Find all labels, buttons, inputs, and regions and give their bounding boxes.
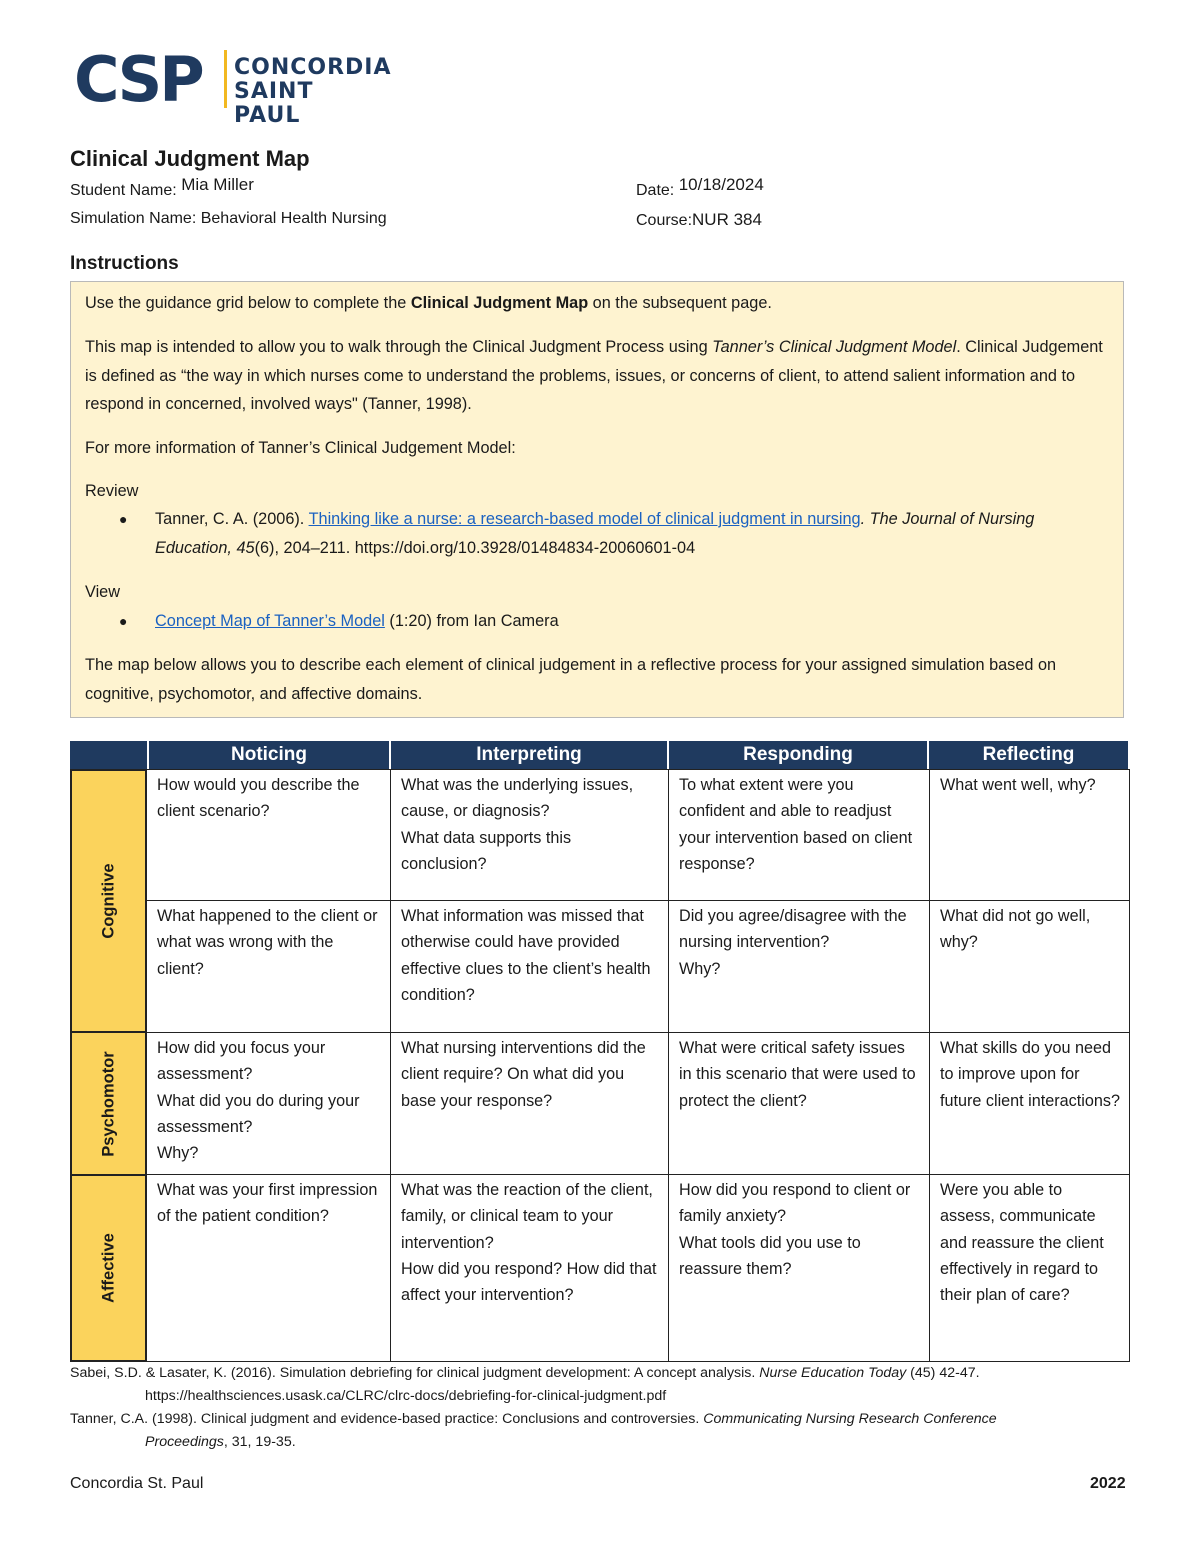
view-item [155, 607, 1105, 636]
reference-1-journal: Nurse Education Today [759, 1365, 907, 1381]
instructions-p2 [85, 333, 1107, 419]
student-name-value[interactable]: Mia Miller [181, 175, 254, 194]
domain-affective-label: Affective [99, 1233, 117, 1303]
cell-affective-reflecting: Were you able to assess, communicate and reassure the client effectively in regard to their plan of care? [929, 1174, 1130, 1362]
domain-psychomotor-label: Psychomotor [99, 1050, 117, 1157]
p2-text-end: . Clinical Judgement is defined as “the way in which nurses come to understand the problems, issues, or concerns of client, to attend salient information and to respond in concerned, involved ways" (Tanner, 1998). [85, 338, 1103, 413]
reference-2-text: Tanner, C.A. (1998). Clinical judgment and evidence-based practice: Conclusions and controversies. [70, 1411, 704, 1427]
review-citation [155, 505, 1105, 562]
review-citation-text: Tanner, C. A. (2006). [155, 510, 309, 528]
student-name-row [70, 175, 254, 200]
review-label: Review [85, 482, 139, 500]
cell-cognitive-1-reflecting: What went well, why? [929, 769, 1130, 901]
simulation-name-label: Simulation Name: [70, 210, 197, 227]
reference-2-end: , 31, 19-35. [223, 1434, 296, 1450]
cell-psychomotor-responding: What were critical safety issues in this scenario that were used to protect the client? [668, 1032, 930, 1175]
concept-map-link[interactable]: Concept Map of Tanner’s Model [155, 612, 385, 630]
cell-affective-responding: How did you respond to client or family anxiety? What tools did you use to reassure them? [668, 1174, 930, 1362]
footer-org: Concordia St. Paul [70, 1475, 204, 1492]
p1-text: Use the guidance grid below to complete the [85, 294, 411, 312]
reference-2-line2 [145, 1431, 296, 1454]
date-row [636, 175, 764, 200]
instructions-box [70, 281, 1124, 718]
cell-cognitive-1-responding: To what extent were you confident and able to readjust your intervention based on client response? [668, 769, 930, 901]
cell-cognitive-1-interpreting: What was the underlying issues, cause, or diagnosis? What data supports this conclusion? [390, 769, 669, 901]
cell-affective-noticing: What was your first impression of the patient condition? [146, 1174, 391, 1362]
cell-psychomotor-noticing: How did you focus your assessment? What did you do during your assessment? Why? [146, 1032, 391, 1175]
cell-psychomotor-reflecting: What skills do you need to improve upon for future client interactions? [929, 1032, 1130, 1175]
reference-1-end: (45) 42-47. [906, 1365, 980, 1381]
cell-cognitive-2-responding: Did you agree/disagree with the nursing intervention? Why? [668, 900, 930, 1033]
cell-cognitive-1-noticing: How would you describe the client scenario? [146, 769, 391, 901]
course-value[interactable]: NUR 384 [692, 210, 762, 229]
cell-cognitive-2-reflecting: What did not go well, why? [929, 900, 1130, 1033]
reference-2-conference: Communicating Nursing Research Conference [703, 1411, 997, 1427]
reference-1-text: Sabei, S.D. & Lasater, K. (2016). Simulation debriefing for clinical judgment development: A concept analysis. [70, 1365, 760, 1381]
instructions-p1 [85, 289, 1105, 318]
view-item-text: (1:20) from Ian Camera [384, 612, 559, 630]
reference-1-url[interactable]: https://healthsciences.usask.ca/CLRC/clrc-docs/debriefing-for-clinical-judgment.pdf [145, 1388, 667, 1404]
date-label: Date: [636, 182, 675, 199]
view-label: View [85, 583, 120, 601]
simulation-name-row [70, 210, 387, 228]
page-title: Clinical Judgment Map [70, 146, 310, 171]
p2-italic: Tanner’s Clinical Judgment Model [712, 338, 957, 356]
header-corner [70, 741, 147, 769]
cell-cognitive-2-interpreting: What information was missed that otherwise could have provided effective clues to the client’s health condition? [390, 900, 669, 1033]
reference-2-proceedings: Proceedings [145, 1434, 224, 1450]
logo-mark: CSP [74, 43, 202, 116]
p1-bold: Clinical Judgment Map [410, 294, 589, 312]
review-citation-end: (6), 204–211. https://doi.org/10.3928/01484834-20060601-04 [254, 538, 696, 557]
cell-affective-interpreting: What was the reaction of the client, family, or clinical team to your intervention? How did you respond? How did that affect your intervention? [390, 1174, 669, 1362]
course-row [636, 210, 762, 230]
bullet-icon: ● [119, 613, 128, 629]
domain-cognitive [70, 769, 147, 1033]
clinical-judgment-table [70, 741, 1130, 1361]
logo-line-1: CONCORDIA [234, 55, 392, 80]
logo-divider [224, 50, 227, 108]
reference-1 [70, 1362, 1130, 1385]
footer-year: 2022 [1090, 1475, 1126, 1492]
student-name-label: Student Name: [70, 182, 177, 199]
cell-cognitive-2-noticing: What happened to the client or what was wrong with the client? [146, 900, 391, 1033]
instructions-p3: For more information of Tanner’s Clinical Judgement Model: [85, 439, 516, 457]
domain-cognitive-label: Cognitive [99, 863, 117, 939]
course-label: Course: [636, 212, 693, 229]
instructions-heading: Instructions [70, 253, 179, 274]
header-reflecting: Reflecting [929, 741, 1128, 769]
csp-logo [74, 43, 392, 128]
bullet-icon: ● [119, 511, 128, 527]
review-article-link[interactable]: Thinking like a nurse: a research-based model of clinical judgment in nursing [308, 510, 861, 528]
instructions-p4: The map below allows you to describe each element of clinical judgement in a reflective process for your assigned simulation based on cognitive, psychomotor, and affective domains. [85, 656, 1057, 703]
p1-text-end: on the subsequent page. [588, 294, 772, 312]
header-responding: Responding [669, 741, 927, 769]
review-journal: . The Journal of Nursing Education, 45 [155, 510, 1035, 557]
simulation-name-value[interactable]: Behavioral Health Nursing [200, 210, 387, 227]
header-interpreting: Interpreting [391, 741, 667, 769]
reference-2 [70, 1408, 1130, 1431]
header-noticing: Noticing [149, 741, 389, 769]
domain-affective [70, 1174, 147, 1362]
date-value[interactable]: 10/18/2024 [678, 175, 764, 194]
cell-psychomotor-interpreting: What nursing interventions did the client require? On what did you base your response? [390, 1032, 669, 1175]
p2-text: This map is intended to allow you to walk through the Clinical Judgment Process using [85, 338, 713, 356]
logo-line-2: SAINT PAUL [234, 79, 314, 128]
domain-psychomotor [70, 1031, 147, 1176]
